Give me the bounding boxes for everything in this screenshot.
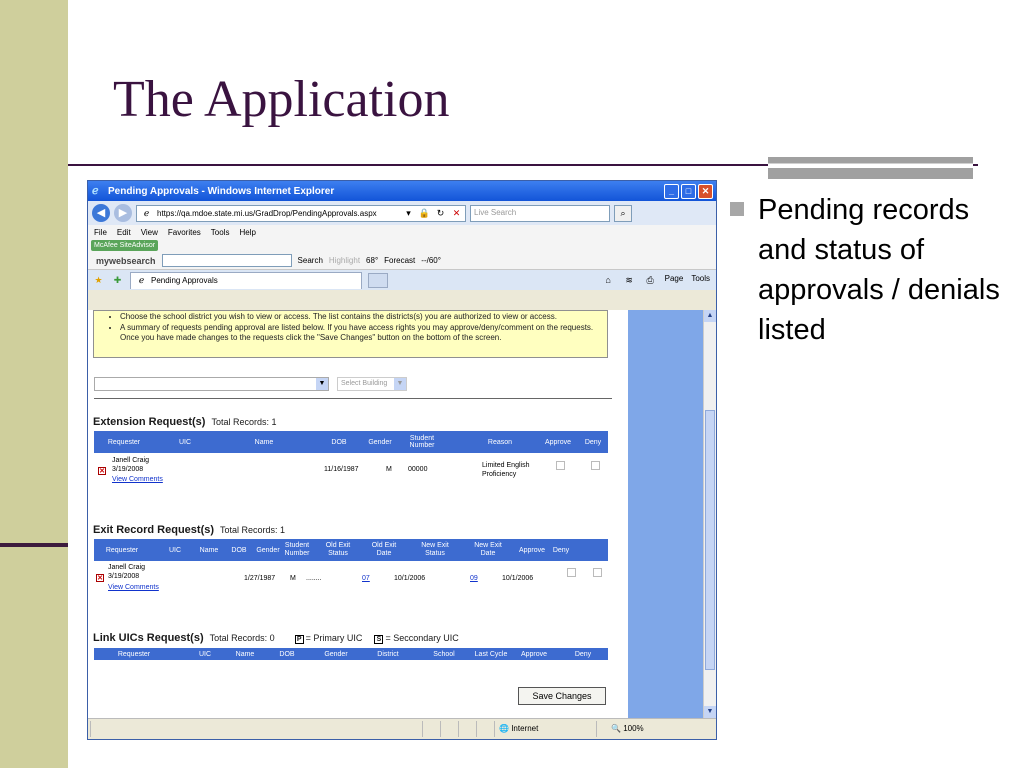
exit-title: Exit Record Request(s)	[93, 524, 215, 536]
page-icon: ℯ	[143, 207, 150, 218]
page-menu[interactable]: Page	[664, 273, 684, 283]
window-controls	[664, 184, 716, 199]
primary-uic-label: = Primary UIC	[305, 633, 363, 643]
col-dob: DOB	[231, 546, 247, 554]
status-cell	[476, 721, 492, 737]
search-icon[interactable]: ⌕	[614, 205, 632, 222]
col-student-number: Student Number	[284, 542, 310, 557]
secondary-uic-legend	[374, 633, 458, 644]
divider	[94, 398, 612, 399]
globe-icon: 🌐	[499, 723, 509, 733]
col-gender: Gender	[368, 438, 392, 446]
url-icons	[402, 207, 465, 220]
status-cell	[422, 721, 438, 737]
link-grid-header	[94, 648, 608, 660]
menu-tools[interactable]: Tools	[210, 227, 230, 237]
col-new-exit-date: New Exit Date	[474, 542, 502, 557]
primary-legend-icon: P	[295, 635, 304, 644]
stop-icon[interactable]: ✕	[452, 207, 461, 218]
col-requester: Requester	[117, 650, 151, 658]
new-tab-button[interactable]	[368, 273, 388, 288]
menu-bar	[88, 225, 716, 239]
notice-item: • Choose the school district you wish to view or access. The list contains the districts(s) you are authorized to view or access.	[120, 312, 601, 322]
accent-bar	[768, 157, 973, 179]
col-approve: Approve	[544, 438, 572, 446]
url-field[interactable]	[136, 205, 466, 222]
col-gender: Gender	[256, 546, 280, 554]
bullet-square-icon	[730, 202, 744, 216]
mcafee-button[interactable]: McAfee SiteAdvisor	[91, 240, 158, 251]
slide-left-accent	[0, 543, 68, 547]
gender-value: M	[290, 575, 296, 582]
status-bar	[88, 718, 716, 738]
vertical-scrollbar[interactable]	[703, 310, 716, 718]
col-uic: UIC	[178, 438, 192, 446]
lock-icon[interactable]: 🔒	[418, 207, 431, 218]
dob-value: 11/16/1987	[324, 466, 359, 473]
col-school: School	[433, 650, 455, 658]
close-button[interactable]: ✕	[698, 184, 713, 199]
window-titlebar	[88, 181, 716, 201]
print-icon[interactable]: ⎙	[646, 274, 654, 285]
requester-name: Janell Craig	[108, 564, 145, 571]
deny-checkbox[interactable]	[591, 461, 600, 470]
save-changes-button[interactable]: Save Changes	[518, 687, 606, 705]
col-student-number: Student Number	[409, 435, 435, 449]
old-exit-date: 10/1/2006	[394, 575, 426, 582]
extension-grid-header	[94, 431, 608, 453]
exit-count: Total Records: 1	[220, 525, 286, 535]
delete-icon[interactable]: ✕	[97, 575, 103, 582]
col-district: District	[377, 650, 399, 658]
delete-icon[interactable]: ✕	[99, 468, 105, 475]
status-text-cell	[90, 721, 420, 737]
mywebsearch-search-button[interactable]: Search	[297, 256, 323, 265]
building-select-label: Select Building	[341, 380, 388, 387]
mywebsearch-input[interactable]	[162, 254, 292, 267]
col-requester: Requester	[105, 546, 139, 554]
gender-value: M	[386, 466, 392, 473]
request-date: 3/19/2008	[112, 466, 144, 473]
request-date: 3/19/2008	[108, 573, 140, 580]
menu-view[interactable]: View	[140, 227, 158, 237]
view-comments-link[interactable]: View Comments	[112, 476, 163, 483]
feeds-icon[interactable]: ≋	[625, 274, 633, 285]
exit-grid-header	[94, 539, 608, 561]
home-icon[interactable]: ⌂	[605, 274, 611, 285]
approve-checkbox[interactable]	[567, 568, 576, 577]
new-exit-status-link[interactable]: 09	[470, 575, 478, 582]
view-comments-link[interactable]: View Comments	[108, 584, 159, 591]
tools-menu[interactable]: Tools	[691, 273, 710, 283]
scroll-up-icon[interactable]: ▲	[704, 310, 716, 322]
col-approve: Approve	[520, 650, 548, 658]
secondary-legend-icon: S	[374, 635, 383, 644]
forward-button[interactable]: ▶	[114, 204, 132, 222]
col-name: Name	[254, 438, 274, 446]
col-reason: Reason	[487, 438, 513, 446]
primary-uic-legend	[295, 633, 363, 644]
notice-item: • A summary of requests pending approval are listed below. If you have access rights you may approve/deny/comment on the requests. Once you have made changes to the requests click the "Save Changes" button on the bottom of the screen.	[120, 323, 601, 343]
col-deny: Deny	[574, 650, 592, 658]
student-number-value: ........	[306, 575, 322, 582]
bullet-text: Pending records and status of approvals / denials listed	[758, 194, 1000, 346]
command-bar	[602, 274, 716, 287]
col-last-cycle: Last Cycle	[474, 650, 508, 658]
student-number-value: 00000	[408, 466, 428, 473]
col-requester: Requester	[107, 438, 141, 446]
forecast-value: --/60°	[421, 256, 441, 265]
address-bar	[88, 201, 716, 225]
menu-favorites[interactable]: Favorites	[167, 227, 201, 237]
forecast-label[interactable]: Forecast	[384, 256, 416, 265]
scroll-down-icon[interactable]: ▼	[704, 706, 716, 718]
security-zone[interactable]	[494, 721, 594, 737]
dropdown-icon[interactable]: ▾	[406, 207, 411, 218]
reason-value: Limited English Proficiency	[482, 462, 530, 478]
chevron-down-icon[interactable]: ▼	[316, 378, 328, 390]
approve-checkbox[interactable]	[556, 461, 565, 470]
refresh-icon[interactable]: ↻	[436, 207, 445, 218]
live-search-input[interactable]: Live Search	[470, 205, 610, 222]
col-uic: UIC	[198, 650, 212, 658]
new-exit-date: 10/1/2006	[502, 575, 534, 582]
secondary-uic-label: = Seccondary UIC	[385, 633, 459, 643]
window-title: Pending Approvals - Windows Internet Explorer	[108, 185, 335, 197]
deny-checkbox[interactable]	[593, 568, 602, 577]
status-cell	[458, 721, 474, 737]
mywebsearch-logo: mywebsearch	[96, 255, 156, 266]
page-main	[88, 310, 628, 718]
col-deny: Deny	[552, 546, 570, 554]
mcafee-bar	[88, 239, 716, 252]
bullet-list	[730, 190, 1015, 350]
extension-title: Extension Request(s)	[93, 416, 206, 428]
col-uic: UIC	[168, 546, 182, 554]
col-name: Name	[199, 546, 219, 554]
district-select-row	[94, 377, 514, 391]
menu-help[interactable]: Help	[239, 227, 256, 237]
highlight-button[interactable]: Highlight	[328, 256, 361, 265]
instructions-notice	[93, 310, 608, 358]
slide-title: The Application	[113, 71, 450, 128]
scroll-thumb[interactable]	[705, 410, 715, 670]
add-favorite-icon[interactable]: ✚	[113, 274, 122, 285]
maximize-button[interactable]: □	[681, 184, 696, 199]
ie-logo-icon: ℯ	[92, 185, 99, 197]
chevron-down-icon[interactable]: ▼	[394, 378, 406, 390]
tab-label: Pending Approvals	[151, 276, 218, 285]
status-cell	[440, 721, 456, 737]
link-section-title	[93, 632, 459, 644]
col-new-exit-status: New Exit Status	[421, 542, 449, 557]
tab-page-icon: ℯ	[138, 275, 145, 285]
extension-count: Total Records: 1	[211, 417, 277, 427]
extension-section-title	[93, 416, 277, 428]
extension-row	[94, 457, 608, 489]
dob-value: 1/27/1987	[244, 575, 276, 582]
zoom-level: 100%	[623, 723, 644, 733]
zoom-icon: 🔍	[611, 723, 621, 733]
link-count: Total Records: 0	[209, 633, 275, 643]
col-name: Name	[235, 650, 255, 658]
building-select[interactable]	[337, 377, 407, 391]
col-gender: Gender	[324, 650, 348, 658]
tab-pending-approvals[interactable]	[130, 272, 362, 289]
tab-bar	[88, 270, 716, 290]
favorites-star-icon[interactable]: ★	[94, 274, 103, 285]
link-title: Link UICs Request(s)	[93, 632, 204, 644]
col-old-exit-status: Old Exit Status	[325, 542, 351, 557]
exit-row	[94, 564, 608, 596]
zone-label: Internet	[511, 723, 539, 733]
zoom-control[interactable]	[596, 721, 666, 737]
ie-window	[87, 180, 717, 740]
requester-name: Janell Craig	[112, 457, 149, 464]
page-content	[88, 310, 716, 718]
minimize-button[interactable]: _	[664, 184, 679, 199]
old-exit-status-link[interactable]: 07	[362, 575, 370, 582]
weather-temp: 68°	[366, 256, 379, 265]
col-dob: DOB	[331, 438, 347, 446]
menu-file[interactable]: File	[94, 227, 107, 237]
url-text: https://qa.mdoe.state.mi.us/GradDrop/PendingApprovals.aspx	[157, 208, 377, 218]
slide-left-band	[0, 0, 68, 768]
back-button[interactable]: ◀	[92, 204, 110, 222]
col-approve: Approve	[518, 546, 546, 554]
mywebsearch-toolbar	[88, 252, 716, 270]
menu-edit[interactable]: Edit	[116, 227, 131, 237]
col-old-exit-date: Old Exit Date	[371, 542, 397, 557]
col-deny: Deny	[584, 438, 602, 446]
col-dob: DOB	[279, 650, 295, 658]
exit-section-title	[93, 524, 285, 536]
district-select[interactable]	[94, 377, 329, 391]
side-panel	[628, 310, 703, 718]
